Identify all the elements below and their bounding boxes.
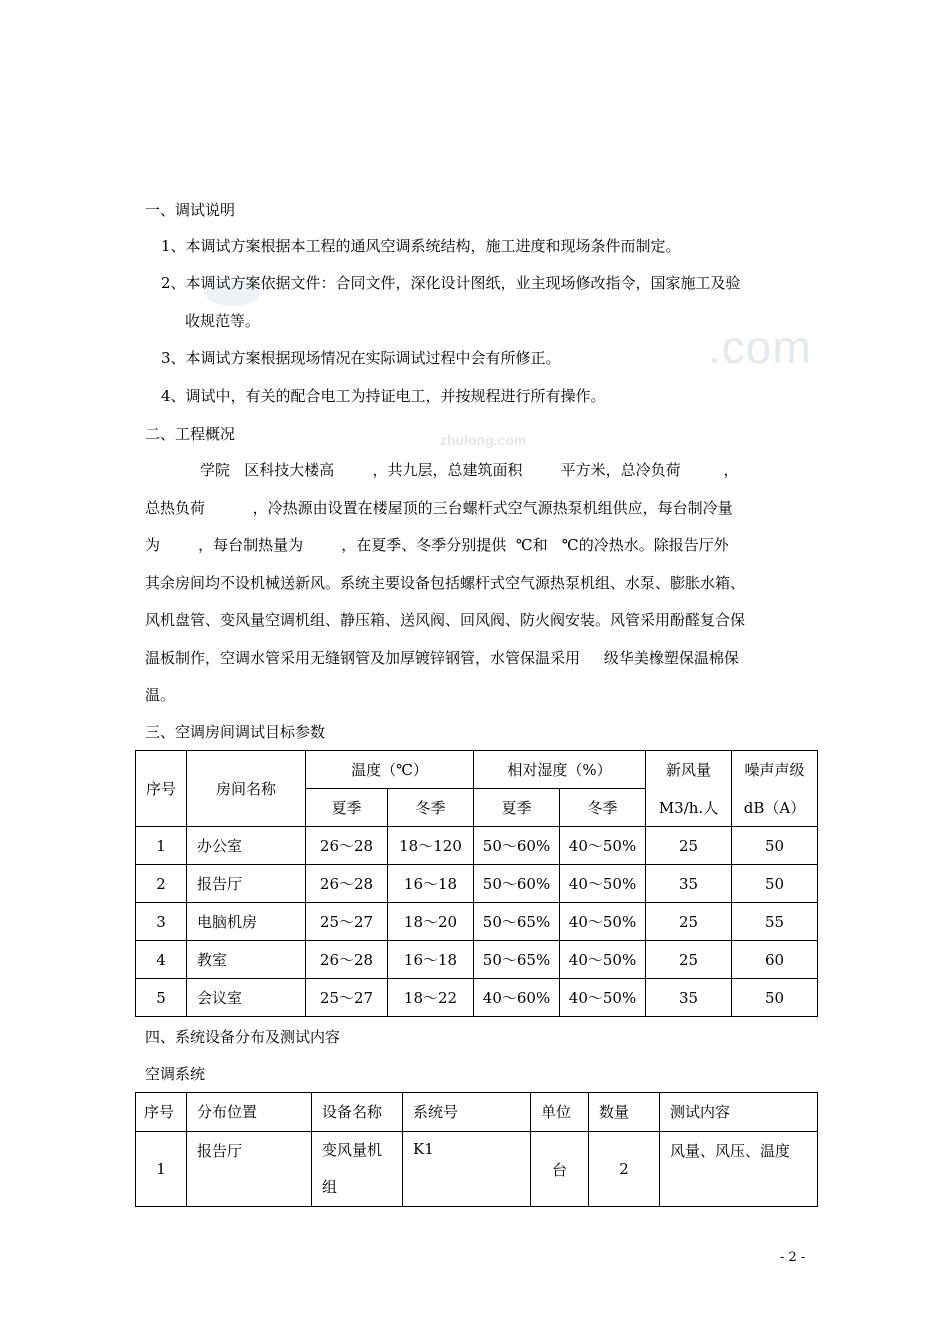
cell-humidity-winter: 40～50% [560,979,646,1017]
cell-humidity-winter: 40～50% [560,865,646,903]
cell-room: 报告厅 [187,865,306,903]
header-winter: 冬季 [388,789,474,827]
section2-paragraph-line: 学院 区科技大楼高 ，共九层，总建筑面积 平方米，总冷负荷 ， [200,461,739,479]
cell-humidity-summer: 50～65% [474,903,560,941]
header-test: 测试内容 [660,1093,818,1132]
cell-unit: 台 [531,1132,589,1207]
cell-temp-winter: 16～18 [388,941,474,979]
cell-device-line2: 组 [322,1178,338,1196]
cell-fresh-air: 25 [646,827,732,865]
cell-temp-summer: 25～27 [306,903,388,941]
cell-no: 3 [136,903,187,941]
header-system: 系统号 [403,1093,531,1132]
header-noise-unit: dB（A） [732,789,818,827]
section1-item: 4、调试中，有关的配合电工为持证电工，并按规程进行所有操作。 [161,387,606,405]
section1-item: 3、本调试方案根据现场情况在实际调试过程中会有所修正。 [161,349,561,367]
cell-humidity-summer: 40～60% [474,979,560,1017]
header-fresh-air-unit: M3/h.人 [646,789,732,827]
header-location: 分布位置 [187,1093,312,1132]
section1-item: 1、本调试方案根据本工程的通风空调系统结构，施工进度和现场条件而制定。 [161,237,681,255]
cell-noise: 50 [732,827,818,865]
header-no: 序号 [136,1093,187,1132]
cell-fresh-air: 25 [646,941,732,979]
cell-room: 电脑机房 [187,903,306,941]
cell-temp-summer: 26～28 [306,865,388,903]
cell-no: 1 [136,1132,187,1207]
section2-paragraph-line: 温板制作，空调水管采用无缝钢管及加厚镀锌钢管，水管保温采用 级华美橡塑保温棉保 [145,649,739,667]
header-temperature: 温度（℃） [306,751,474,789]
cell-no: 5 [136,979,187,1017]
section3-heading: 三、空调房间调试目标参数 [145,723,326,741]
header-no: 序号 [136,751,187,827]
page-number: - 2 - [780,1250,806,1265]
cell-humidity-winter: 40～50% [560,903,646,941]
cell-humidity-winter: 40～50% [560,827,646,865]
cell-temp-winter: 16～18 [388,865,474,903]
section2-paragraph-line: 为 ，每台制热量为 ，在夏季、冬季分别提供 ℃和 ℃的冷热水。除报告厅外 [145,536,729,554]
cell-fresh-air: 35 [646,979,732,1017]
cell-temp-summer: 26～28 [306,941,388,979]
cell-temp-summer: 26～28 [306,827,388,865]
equipment-table [135,1092,818,1207]
header-winter: 冬季 [560,789,646,827]
cell-fresh-air: 35 [646,865,732,903]
cell-temp-winter: 18～22 [388,979,474,1017]
cell-system: K1 [403,1132,531,1207]
table-row [136,903,818,941]
watermark-com: .com [708,321,812,373]
section2-paragraph-line: 温。 [145,686,176,704]
header-humidity: 相对湿度（%） [474,751,646,789]
section1-item: 2、本调试方案依据文件：合同文件，深化设计图纸，业主现场修改指令，国家施工及验 [161,274,741,292]
cell-device [312,1132,403,1207]
cell-location: 报告厅 [187,1132,312,1207]
header-noise: 噪声声级 [732,751,818,789]
cell-noise: 50 [732,979,818,1017]
cell-temp-winter: 18～20 [388,903,474,941]
header-qty: 数量 [589,1093,660,1132]
header-summer: 夏季 [306,789,388,827]
table-row [136,1132,818,1207]
cell-temp-winter: 18～120 [388,827,474,865]
section4-heading: 四、系统设备分布及测试内容 [145,1028,341,1046]
section2-paragraph-line: 风机盘管、变风量空调机组、静压箱、送风阀、回风阀、防火阀安装。风管采用酚醛复合保 [145,611,746,629]
room-parameters-table [135,750,818,1017]
header-unit: 单位 [531,1093,589,1132]
cell-room: 会议室 [187,979,306,1017]
cell-noise: 60 [732,941,818,979]
cell-humidity-summer: 50～65% [474,941,560,979]
header-summer: 夏季 [474,789,560,827]
header-fresh-air: 新风量 [646,751,732,789]
section2-paragraph-line: 其余房间均不设机械送新风。系统主要设备包括螺杆式空气源热泵机组、水泵、膨胀水箱、 [145,574,746,592]
table-row [136,865,818,903]
cell-test: 风量、风压、温度 [660,1132,818,1207]
section4-subheading: 空调系统 [145,1065,206,1083]
cell-temp-summer: 25～27 [306,979,388,1017]
cell-no: 1 [136,827,187,865]
cell-room: 教室 [187,941,306,979]
table-row [136,827,818,865]
table-row [136,941,818,979]
cell-noise: 50 [732,865,818,903]
cell-device-line1: 变风量机 [322,1141,383,1159]
table-row [136,979,818,1017]
cell-fresh-air: 25 [646,903,732,941]
cell-no: 2 [136,865,187,903]
cell-no: 4 [136,941,187,979]
cell-room: 办公室 [187,827,306,865]
header-room: 房间名称 [187,751,306,827]
cell-humidity-summer: 50～60% [474,865,560,903]
cell-humidity-summer: 50～60% [474,827,560,865]
cell-qty: 2 [589,1132,660,1207]
section1-item-cont: 收规范等。 [185,312,261,330]
header-device: 设备名称 [312,1093,403,1132]
section1-heading: 一、调试说明 [145,201,236,219]
section2-paragraph-line: 总热负荷 ，冷热源由设置在楼屋顶的三台螺杆式空气源热泵机组供应，每台制冷量 [145,499,733,517]
cell-humidity-winter: 40～50% [560,941,646,979]
section2-heading: 二、工程概况 [145,425,236,443]
cell-noise: 55 [732,903,818,941]
watermark-zhulong: zhulong.com [440,432,527,448]
